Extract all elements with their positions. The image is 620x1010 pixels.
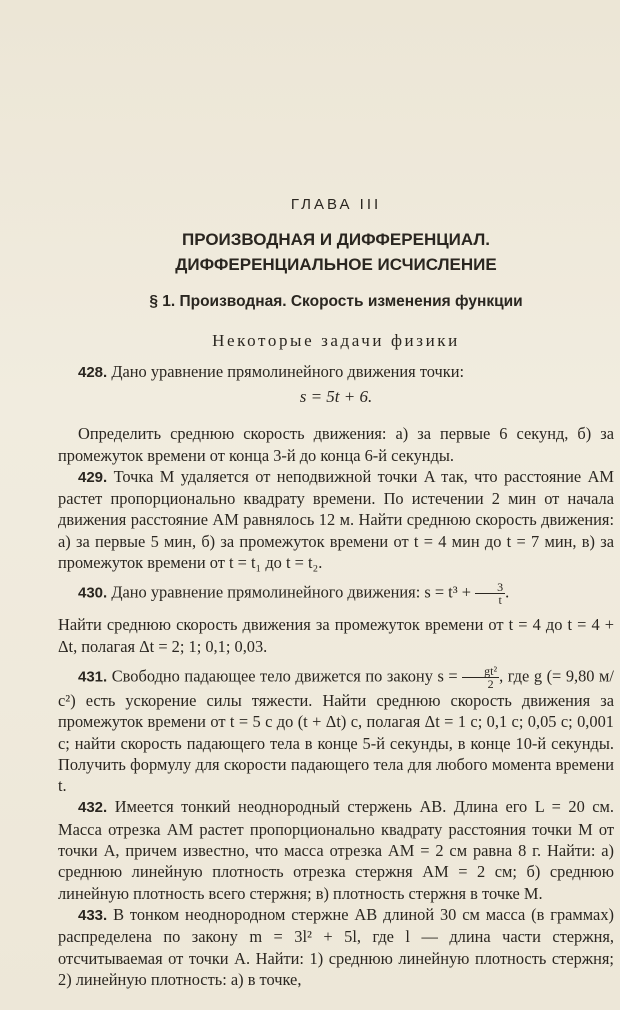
problem-text-after: , где	[499, 666, 530, 686]
chapter-heading: ГЛАВА III	[290, 196, 382, 213]
problem-number: 433.	[78, 906, 108, 924]
problem-number: 432.	[78, 799, 108, 817]
fraction	[462, 665, 499, 690]
chapter-title-line2: ДИФФЕРЕНЦИАЛЬНОЕ ИСЧИСЛЕНИЕ	[175, 255, 497, 274]
problem-number: 428.	[78, 364, 108, 381]
problem-432	[58, 796, 614, 903]
problem-text: Дано уравнение прямолинейного движения точки:	[111, 362, 465, 381]
problem-428	[58, 361, 614, 383]
problem-text: Дано уравнение прямолинейного движения: s = t³ +	[111, 582, 471, 602]
fraction	[475, 581, 505, 606]
problem-431	[58, 665, 614, 796]
problem-text-end: .	[505, 582, 510, 602]
problem-430	[58, 581, 614, 606]
problem-text: Имеется тонкий неоднородный стержень AB. Длина его L = 20 см. Масса отрезка AM растет пропорционально квадрату расстояния точки M от точки A, причем известно, что масса отрезка AM = 2 см равна 8 г. Найти: а) среднюю линейную плотность отрезка стержня AM = 2 см; б) среднюю линейную плотность всего стержня; в) плотность стержня в точке M.	[58, 797, 614, 903]
problem-431-continuation: g (= 9,80 м/с²) есть ускорение силы тяжести. Найти среднюю скорость движения за промежуток времени от t = 5 с до (t + Δt) с, полагая Δt = 1 с; 0,1 с; 0,05 с; 0,001 с; найти скорость падающего тела в конце 5-й секунды, в конце 10-й секунды. Получить формулу для скорости падающего тела для любого момента времени t.	[58, 666, 614, 796]
problem-number: 431.	[78, 668, 108, 686]
fraction-denominator: t	[498, 593, 502, 608]
problem-number: 429.	[78, 468, 108, 486]
section-heading: § 1. Производная. Скорость изменения функции	[149, 293, 523, 310]
chapter-title-line1: ПРОИЗВОДНАЯ И ДИФФЕРЕНЦИАЛ.	[181, 230, 491, 249]
problem-433	[58, 904, 614, 990]
problem-428-formula: s = 5t + 6.	[299, 387, 373, 407]
problem-number: 430.	[78, 584, 108, 602]
page-content	[58, 196, 614, 990]
problem-430-continuation: Найти среднюю скорость движения за промежуток времени от t = 4 до t = 4 + Δt, полагая Δt = 2; 1; 0,1; 0,03.	[58, 615, 614, 656]
problem-text: Точка M удаляется от неподвижной точки A так, что расстояние AM растет пропорционально квадрату времени. По истечении 2 мин от начала движения расстояние AM равнялось 12 м. Найти среднюю скорость движения: а) за первые 5 мин, б) за промежуток времени от t = 4 мин до t = 7 мин, в) за промежуток времени от t = t₁ до t = t₂.	[58, 466, 614, 573]
fraction-numerator: 3	[475, 581, 505, 594]
chapter-title	[58, 227, 614, 277]
problem-429	[58, 466, 614, 573]
problem-428-continuation: Определить среднюю скорость движения: а) за первые 6 секунд, б) за промежуток времени от конца 3-й до конца 6-й секунды.	[58, 424, 614, 465]
bleed-through-text	[70, 26, 590, 216]
fraction-numerator: gt²	[462, 665, 499, 678]
problem-text: Свободно падающее тело движется по закону s =	[111, 666, 458, 686]
subsection-heading: Некоторые задачи физики	[212, 331, 460, 350]
problem-text: В тонком неоднородном стержне AB длиной 30 см масса (в граммах) распределена по закону m = 3l² + 5l, где l — длина части стержня, отсчитываемая от точки A. Найти: 1) среднюю линейную плотность стержня; 2) линейную плотность: а) в точке,	[58, 904, 614, 989]
fraction-denominator: 2	[487, 676, 494, 691]
